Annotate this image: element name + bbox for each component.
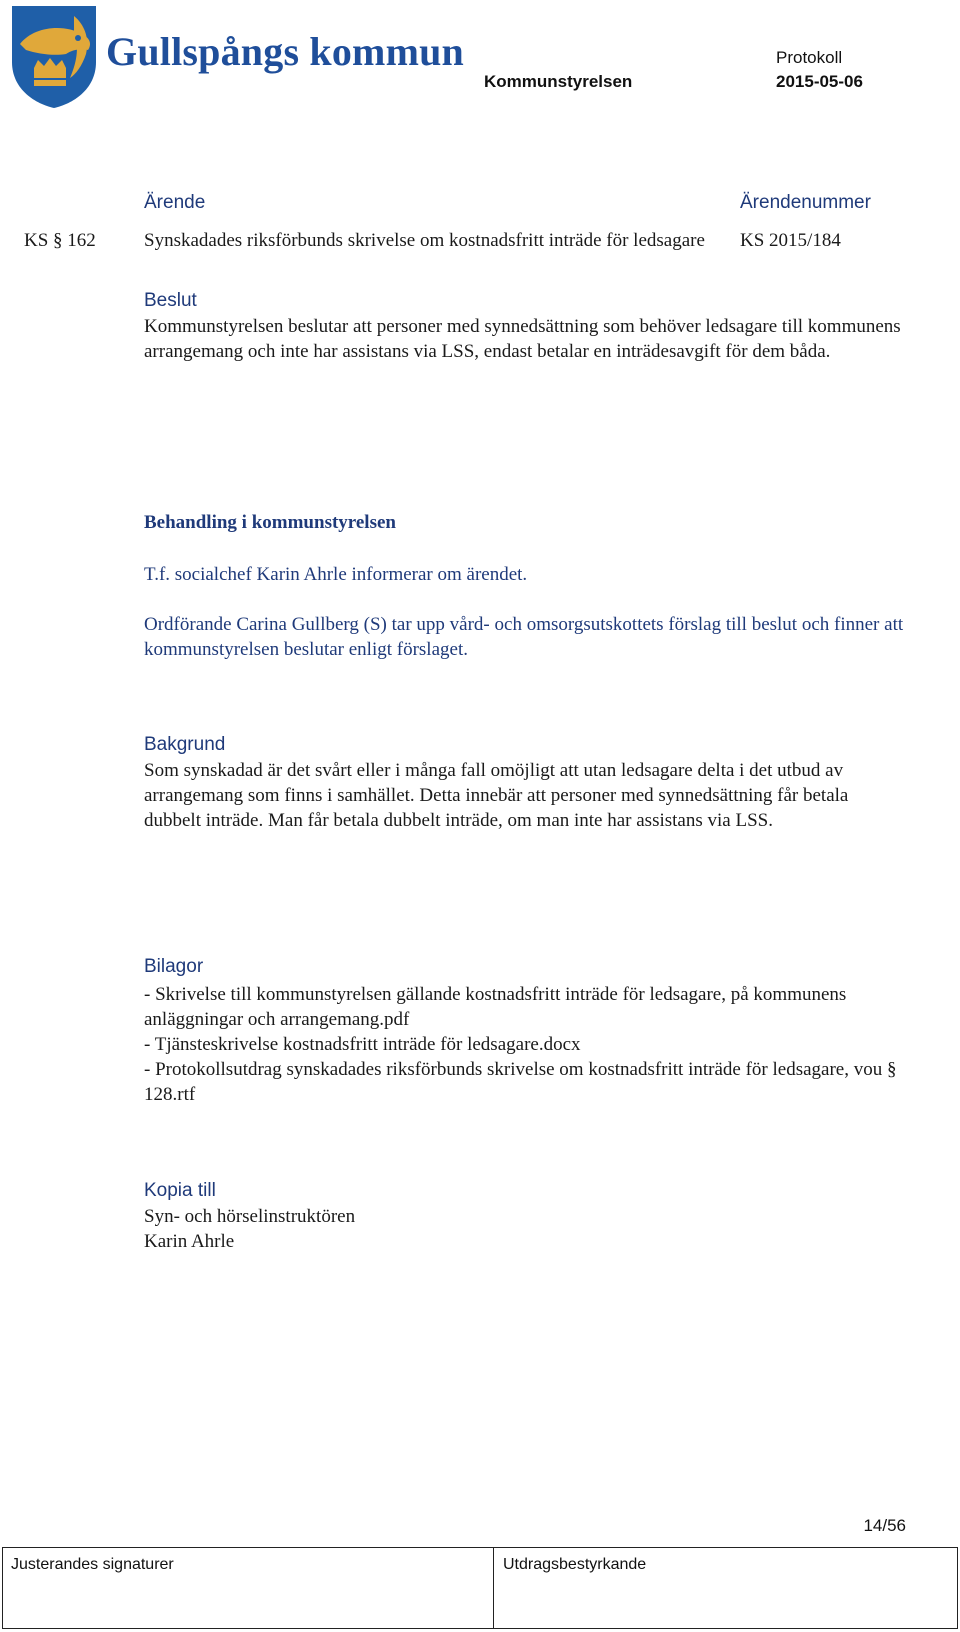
arendenummer-heading: Ärendenummer xyxy=(740,192,871,213)
behandling-para-2: Ordförande Carina Gullberg (S) tar upp vård- och omsorgsutskottets förslag till beslut och finner att kommunstyrelsen beslutar enligt förslaget. xyxy=(144,614,904,660)
behandling-para-1: T.f. socialchef Karin Ahrle informerar om ärendet. xyxy=(144,564,528,585)
case-title: Synskadades riksförbunds skrivelse om kostnadsfritt inträde för ledsagare xyxy=(144,230,705,251)
utdragsbestyrkande-label: Utdragsbestyrkande xyxy=(503,1556,647,1573)
board-name: Kommunstyrelsen xyxy=(484,72,633,91)
kopia-item: Karin Ahrle xyxy=(144,1231,235,1252)
justerandes-signaturer-label: Justerandes signaturer xyxy=(11,1556,174,1573)
ks-paragraph-number: KS § 162 xyxy=(24,230,96,251)
bakgrund-text: Som synskadad är det svårt eller i många fall omöjligt att utan ledsagare delta i det utbud av arrangemang som finns i samhället. Detta innebär att personer med synnedsättning får betala dubbelt inträde. Man får betala dubbelt inträde, om man inte har assistans via LSS. xyxy=(144,760,849,831)
bilagor-heading: Bilagor xyxy=(144,956,204,977)
bilaga-item: - Tjänsteskrivelse kostnadsfritt inträde för ledsagare.docx xyxy=(144,1034,581,1055)
bilaga-item: - Skrivelse till kommunstyrelsen gällande kostnadsfritt inträde för ledsagare, på kommunens anläggningar och arrangemang.pdf xyxy=(144,984,847,1030)
beslut-heading: Beslut xyxy=(144,290,197,311)
municipality-crest-icon xyxy=(10,4,98,108)
behandling-heading: Behandling i kommunstyrelsen xyxy=(144,512,396,533)
arende-heading: Ärende xyxy=(144,192,206,213)
page-number: 14/56 xyxy=(863,1516,906,1535)
doc-type: Protokoll xyxy=(776,48,843,67)
logo-text: Gullspångs kommun xyxy=(106,29,464,74)
bakgrund-heading: Bakgrund xyxy=(144,734,226,755)
footer-divider xyxy=(493,1548,494,1628)
kopia-heading: Kopia till xyxy=(144,1180,216,1201)
case-number: KS 2015/184 xyxy=(740,230,841,251)
kopia-list xyxy=(144,1204,904,1254)
bilagor-list xyxy=(144,982,904,1107)
signature-footer xyxy=(2,1547,958,1629)
bilaga-item: - Protokollsutdrag synskadades riksförbunds skrivelse om kostnadsfritt inträde för ledsagare, vou § 128.rtf xyxy=(144,1059,897,1105)
kopia-item: Syn- och hörselinstruktören xyxy=(144,1206,356,1227)
beslut-text: Kommunstyrelsen beslutar att personer med synnedsättning som behöver ledsagare till kommunens arrangemang och inte har assistans via LSS, endast betalar en inträdesavgift för dem båda. xyxy=(144,316,901,362)
meeting-date: 2015-05-06 xyxy=(776,72,863,91)
